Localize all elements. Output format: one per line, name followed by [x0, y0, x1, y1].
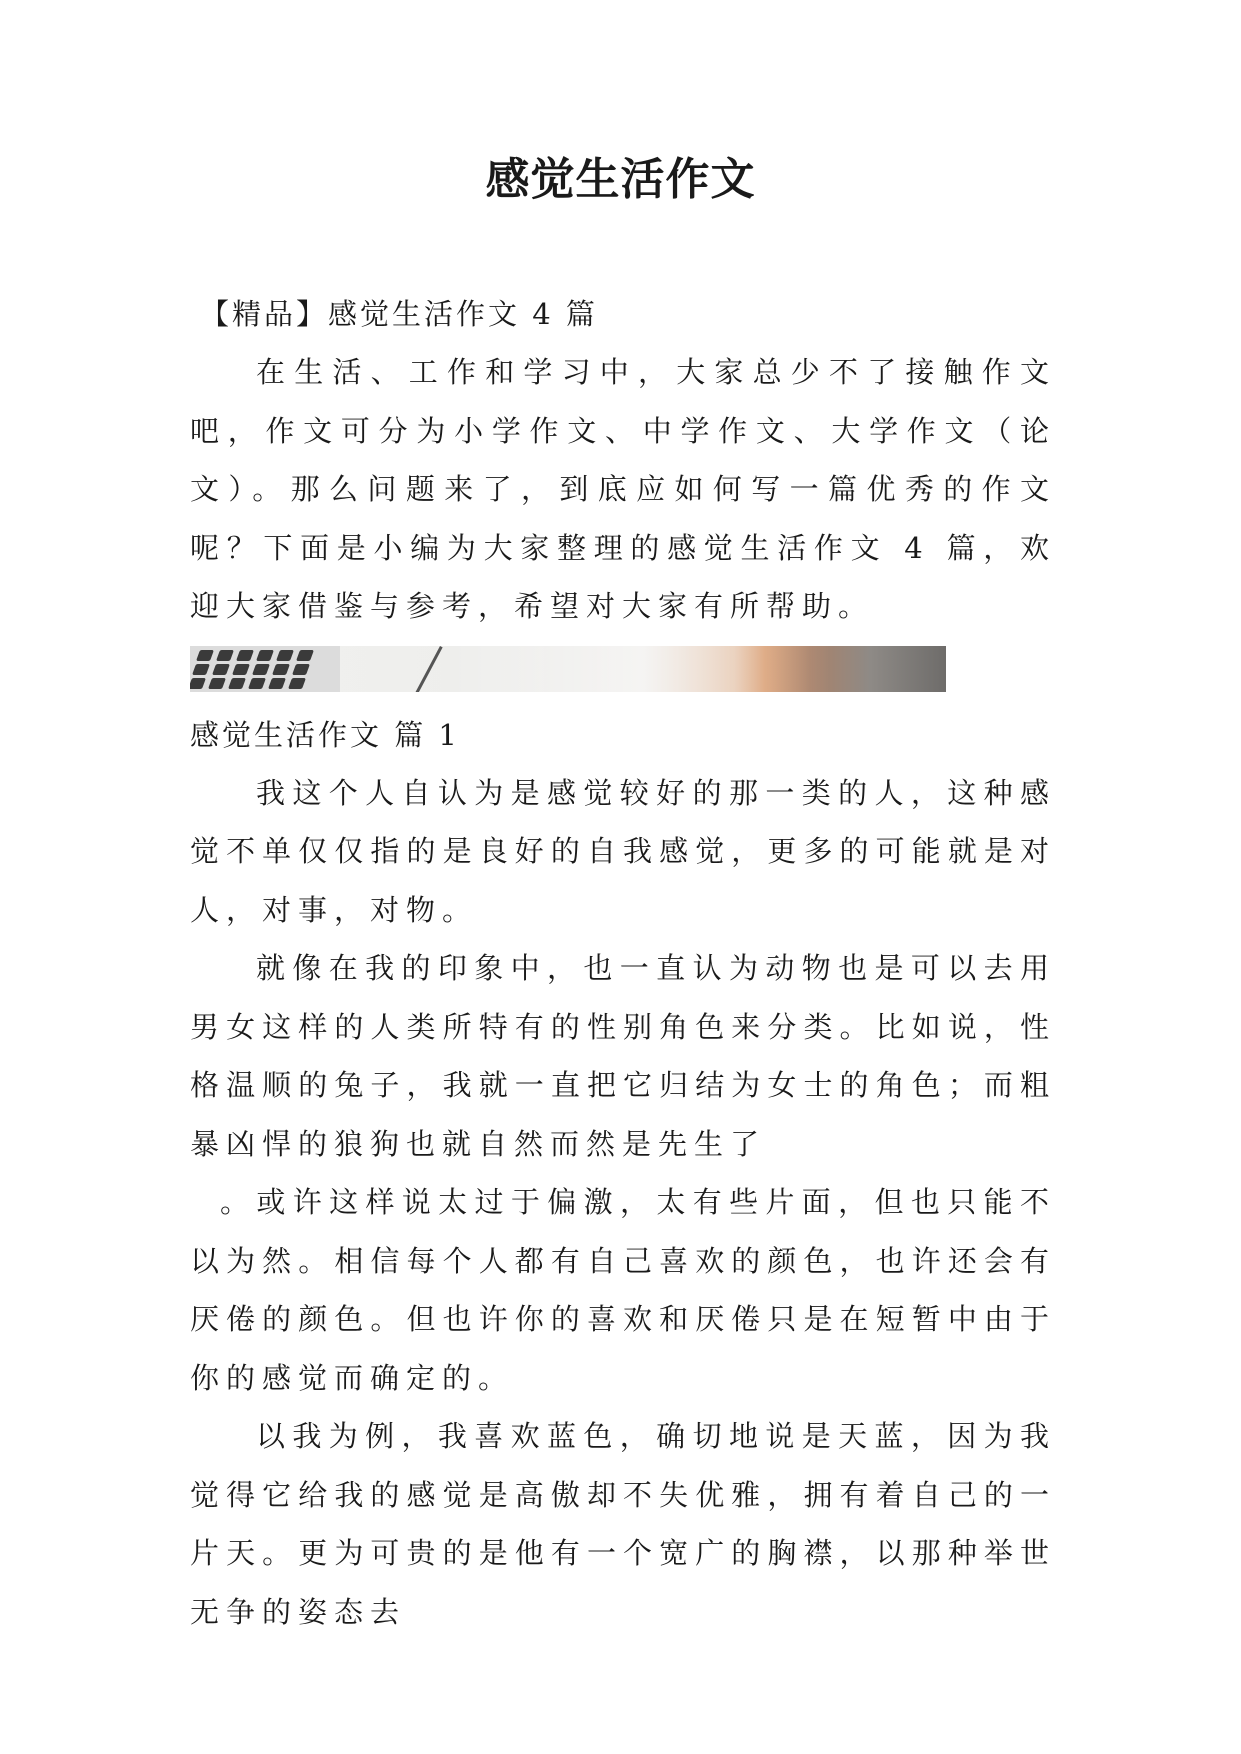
document-title: 感觉生活作文	[485, 154, 756, 205]
document-subtitle: 【精品】感觉生活作文 4 篇	[200, 297, 598, 331]
body-paragraph-3: 。或许这样说太过于偏激，太有些片面，但也只能不以为然。相信每个人都有自己喜欢的颜色，也许还会有厌倦的颜色。但也许你的喜欢和厌倦只是在短暂中由于你的感觉而确定的。	[190, 1185, 1056, 1395]
intro-paragraph: 在生活、工作和学习中，大家总少不了接触作文吧，作文可分为小学作文、中学作文、大学作文（论文）。那么问题来了，到底应如何写一篇优秀的作文呢？下面是小编为大家整理的感觉生活作文 4 篇，欢迎大家借鉴与参考，希望对大家有所帮助。	[190, 355, 1056, 623]
keyboard-graphic	[190, 646, 340, 692]
banner-image	[190, 646, 946, 692]
document-body	[190, 285, 1056, 1641]
body-paragraph-2: 就像在我的印象中，也一直认为动物也是可以去用男女这样的人类所特有的性别角色来分类。比如说，性格温顺的兔子，我就一直把它归结为女士的角色；而粗暴凶悍的狼狗也就自然而然是先生了	[190, 951, 1056, 1161]
section-heading: 感觉生活作文 篇 1	[190, 717, 460, 752]
body-paragraph-1: 我这个人自认为是感觉较好的那一类的人，这种感觉不单仅仅指的是良好的自我感觉，更多的可能就是对人，对事，对物。	[190, 775, 1056, 927]
body-paragraph-4: 以我为例，我喜欢蓝色，确切地说是天蓝，因为我觉得它给我的感觉是高傲却不失优雅，拥有着自己的一片天。更为可贵的是他有一个宽广的胸襟，以那种举世无争的姿态去	[190, 1419, 1056, 1629]
